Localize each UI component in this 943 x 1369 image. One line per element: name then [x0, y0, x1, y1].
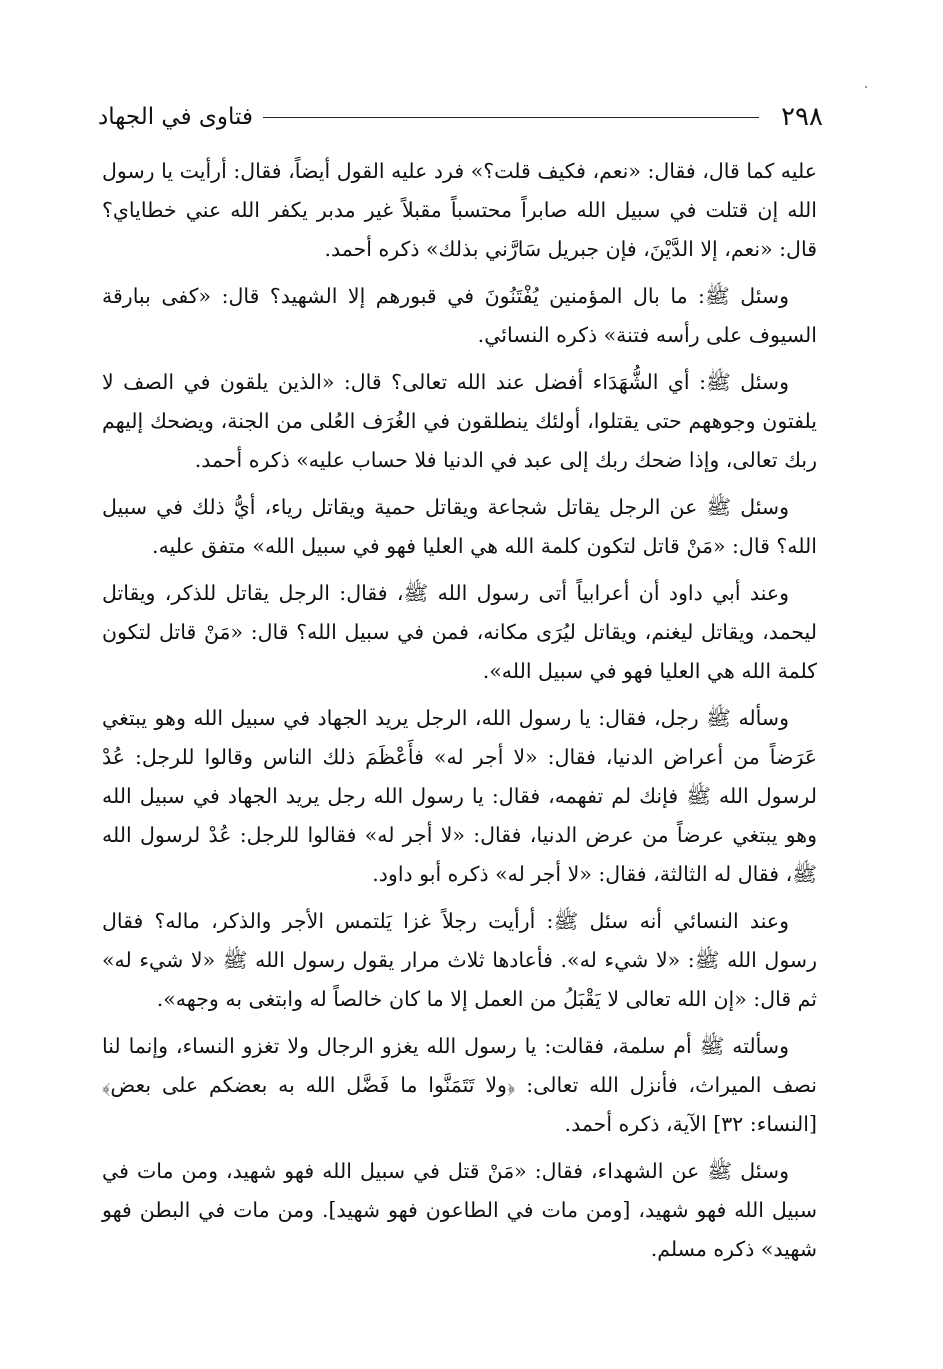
header-rule [263, 117, 759, 118]
paragraph-4: وسئل ﷺ عن الرجل يقاتل شجاعة ويقاتل حمية ويقاتل رياء، أيُّ ذلك في سبيل الله؟ قال: «مَنْ قاتل لتكون كلمة الله هي العليا فهو في سبيل الله» متفق عليه. [102, 495, 817, 558]
paragraph-2: وسئل ﷺ: ما بال المؤمنين يُفْتَنُونَ في قبورهم إلا الشهيد؟ قال: «كفى ببارقة السيوف على رأسه فتنة» ذكره النسائي. [102, 284, 817, 347]
scan-speck [865, 86, 867, 88]
paragraph-3: وسئل ﷺ: أي الشُّهَدَاء أفضل عند الله تعالى؟ قال: «الذين يلقون في الصف لا يلفتون وجوههم حتى يقتلوا، أولئك ينطلقون في الغُرَف العُلى من الجنة، ويضحك إليهم ربك تعالى، وإذا ضحك ربك إلى عبد في الدنيا فلا حساب عليه» ذكره أحمد. [102, 370, 817, 472]
page-number: ٢٩٨ [781, 102, 823, 132]
paragraph-8: وسألته ﷺ أم سلمة، فقالت: يا رسول الله يغزو الرجال ولا تغزو النساء، وإنما لنا نصف الميراث، فأنزل الله تعالى: ﴿ولا تَتَمَنَّوا ما فَضَّل الله به بعضكم على بعض﴾ [النساء: ٣٢] الآية، ذكره أحمد. [102, 1034, 817, 1136]
running-title: فتاوى في الجهاد [98, 103, 253, 130]
paragraph-9: وسئل ﷺ عن الشهداء، فقال: «مَنْ قتل في سبيل الله فهو شهيد، ومن مات في سبيل الله فهو شهيد، [ومن مات في الطاعون فهو شهيد]. ومن مات في البطن فهو شهيد» ذكره مسلم. [102, 1159, 817, 1261]
paragraph-1: عليه كما قال، فقال: «نعم، فكيف قلت؟» فرد عليه القول أيضاً، فقال: أرأيت يا رسول الله إن قتلت في سبيل الله صابراً محتسباً مقبلاً غير مدبر يكفر الله عني خطاياي؟ قال: «نعم، إلا الدَّيْنَ، فإن جبريل سَارَّني بذلك» ذكره أحمد. [102, 159, 817, 261]
page-header [98, 92, 823, 142]
paragraph-7: وعند النسائي أنه سئل ﷺ: أرأيت رجلاً غزا يَلتمس الأجر والذكر، ماله؟ فقال رسول الله ﷺ: «لا شيء له». فأعادها ثلاث مرار يقول رسول الله ﷺ «لا شيء له» ثم قال: «إن الله تعالى لا يَقْبَلُ من العمل إلا ما كان خالصاً له وابتغى به وجهه». [102, 909, 817, 1011]
paragraph-6: وسأله ﷺ رجل، فقال: يا رسول الله، الرجل يريد الجهاد في سبيل الله وهو يبتغي عَرَضاً من أعراض الدنيا، فقال: «لا أجر له» فأَعْظَمَ ذلك الناس وقالوا للرجل: عُدْ لرسول الله ﷺ فإنك لم تفهمه، فقال: يا رسول الله رجل يريد الجهاد في سبيل الله وهو يبتغي عرضاً من عرض الدنيا، فقال: «لا أجر له» فقالوا للرجل: عُدْ لرسول الله ﷺ، فقال له الثالثة، فقال: «لا أجر له» ذكره أبو داود. [102, 706, 817, 886]
paragraph-5: وعند أبي داود أن أعرابياً أتى رسول الله ﷺ، فقال: الرجل يقاتل للذكر، ويقاتل ليحمد، ويقاتل ليغنم، ويقاتل ليُرَى مكانه، فمن في سبيل الله؟ قال: «مَنْ قاتل لتكون كلمة الله هي العليا فهو في سبيل الله». [102, 581, 817, 683]
page-body [102, 152, 817, 1277]
